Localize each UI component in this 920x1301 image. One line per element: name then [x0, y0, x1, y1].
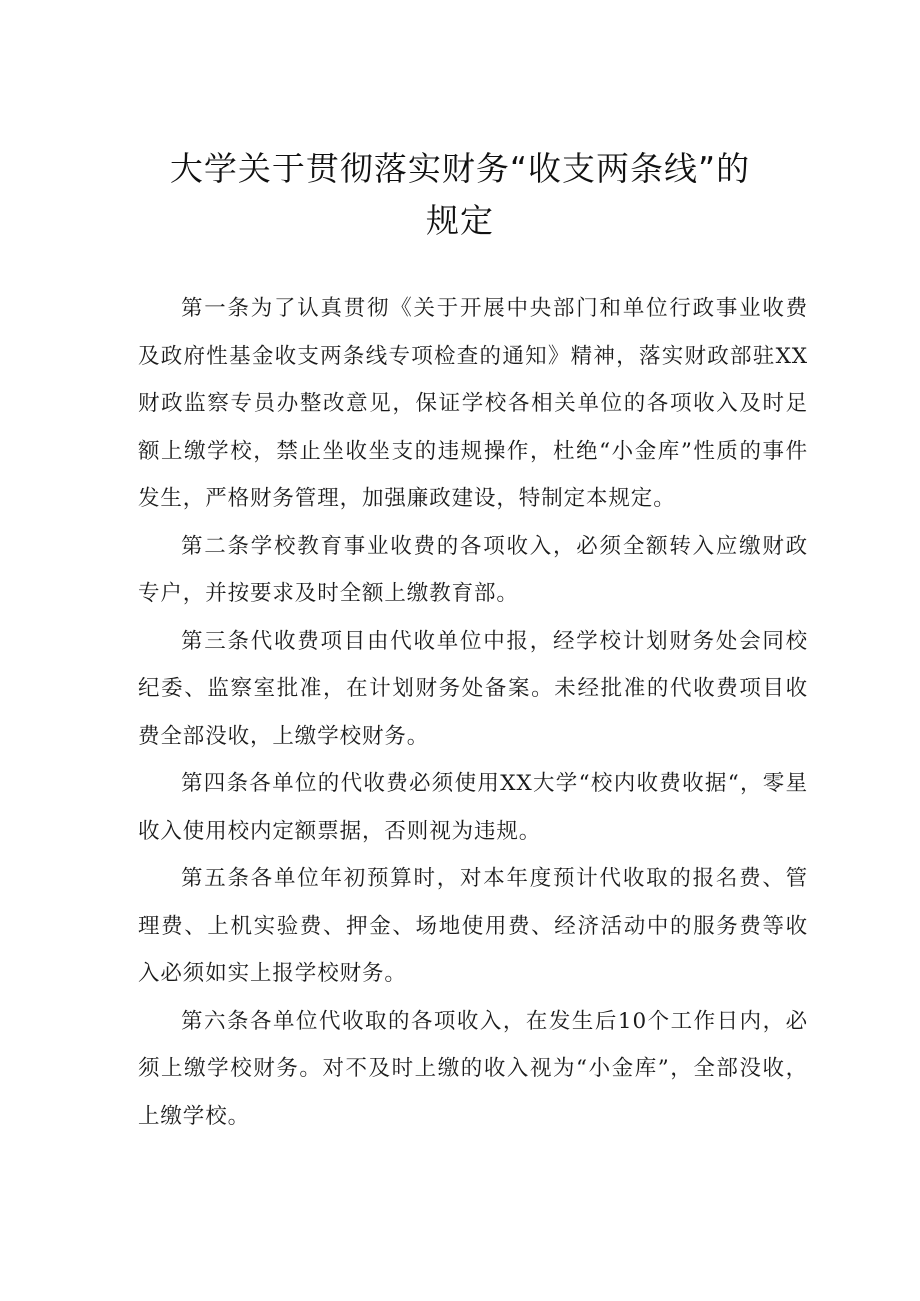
title-line-2: 规定	[426, 201, 494, 240]
article-2-paragraph: 第二条学校教育事业收费的各项收入，必须全额转入应缴财政专户，并按要求及时全额上缴教育部。	[138, 533, 808, 606]
article-1-paragraph: 第一条为了认真贯彻《关于开展中央部门和单位行政事业收费及政府性基金收支两条线专项检查的通知》精神，落实财政部驻XX财政监察专员办整改意见，保证学校各相关单位的各项收入及时足额上缴学校，禁止坐收坐支的违规操作，杜绝“小金库”性质的事件发生，严格财务管理，加强廉政建设，特制定本规定。	[138, 296, 808, 511]
document-title	[120, 143, 800, 247]
article-6-paragraph: 第六条各单位代收取的各项收入，在发生后10个工作日内，必须上缴学校财务。对不及时上缴的收入视为“小金库”，全部没收，上缴学校。	[138, 1008, 808, 1129]
title-line-1: 大学关于贯彻落实财务“收支两条线”的	[169, 149, 751, 188]
article-4-paragraph: 第四条各单位的代收费必须使用XX大学“校内收费收据“，零星收入使用校内定额票据，否则视为违规。	[138, 771, 808, 844]
article-5-paragraph: 第五条各单位年初预算时，对本年度预计代收取的报名费、管理费、上机实验费、押金、场地使用费、经济活动中的服务费等收入必须如实上报学校财务。	[138, 866, 808, 986]
document-body	[138, 285, 808, 1140]
article-3-paragraph: 第三条代收费项目由代收单位中报，经学校计划财务处会同校纪委、监察室批准，在计划财务处备案。未经批准的代收费项目收费全部没收，上缴学校财务。	[138, 628, 808, 749]
